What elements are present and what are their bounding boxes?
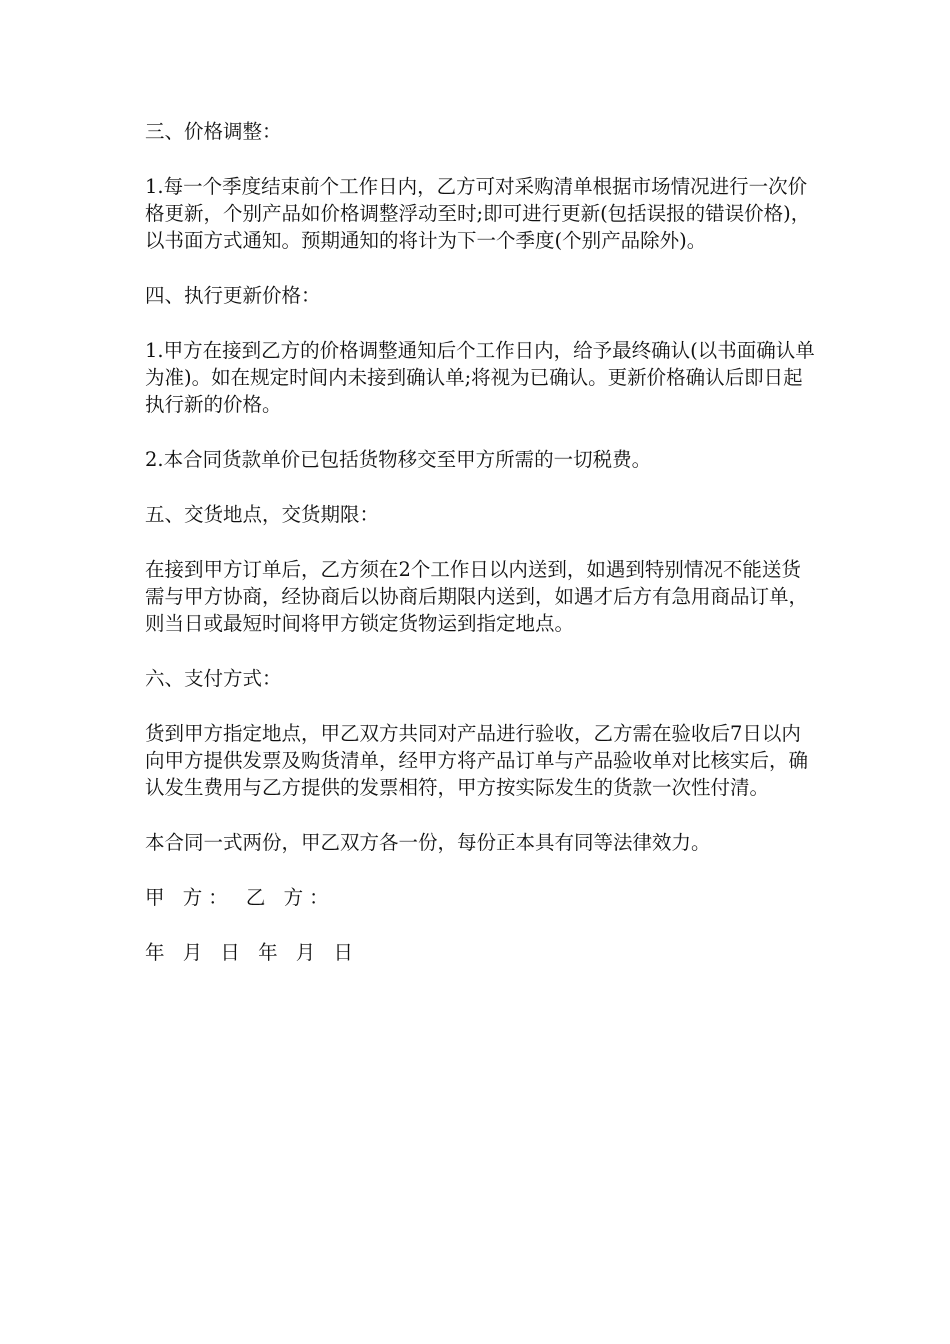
section-heading-execute-price: 四、执行更新价格： [145, 284, 321, 307]
paragraph-delivery-1: 在接到甲方订单后，乙方须在2个工作日以内送到，如遇到特别情况不能送货需与甲方协商，经协商后以协商后期限内送到，如遇才后方有急用商品订单，则当日或最短时间将甲方锁定货物运到指定地点。 [145, 558, 809, 635]
signature-parties: 甲 方： 乙 方： [145, 886, 335, 909]
section-heading-payment: 六、支付方式： [145, 667, 282, 690]
section-heading-delivery: 五、交货地点，交货期限： [145, 503, 380, 526]
document-page [145, 118, 815, 994]
paragraph-execute-price-1: 1.甲方在接到乙方的价格调整通知后个工作日内，给予最终确认(以书面确认单为准)。如在规定时间内未接到确认单;将视为已确认。更新价格确认后即日起执行新的价格。 [145, 339, 815, 416]
section-heading-price-adjustment: 三、价格调整： [145, 120, 282, 143]
paragraph-execute-price-2: 2.本合同货款单价已包括货物移交至甲方所需的一切税费。 [145, 448, 652, 471]
paragraph-price-adjustment-1: 1.每一个季度结束前个工作日内，乙方可对采购清单根据市场情况进行一次价格更新，个别产品如价格调整浮动至时;即可进行更新(包括误报的错误价格)，以书面方式通知。预期通知的将计为下一个季度(个别产品除外)。 [145, 175, 811, 252]
paragraph-payment-1: 货到甲方指定地点，甲乙双方共同对产品进行验收，乙方需在验收后7日以内向甲方提供发票及购货清单，经甲方将产品订单与产品验收单对比核实后，确认发生费用与乙方提供的发票相符，甲方按实际发生的货款一次性付清。 [145, 722, 809, 799]
signature-dates: 年 月 日 年 月 日 [145, 941, 359, 964]
paragraph-payment-2: 本合同一式两份，甲乙双方各一份，每份正本具有同等法律效力。 [145, 831, 711, 854]
